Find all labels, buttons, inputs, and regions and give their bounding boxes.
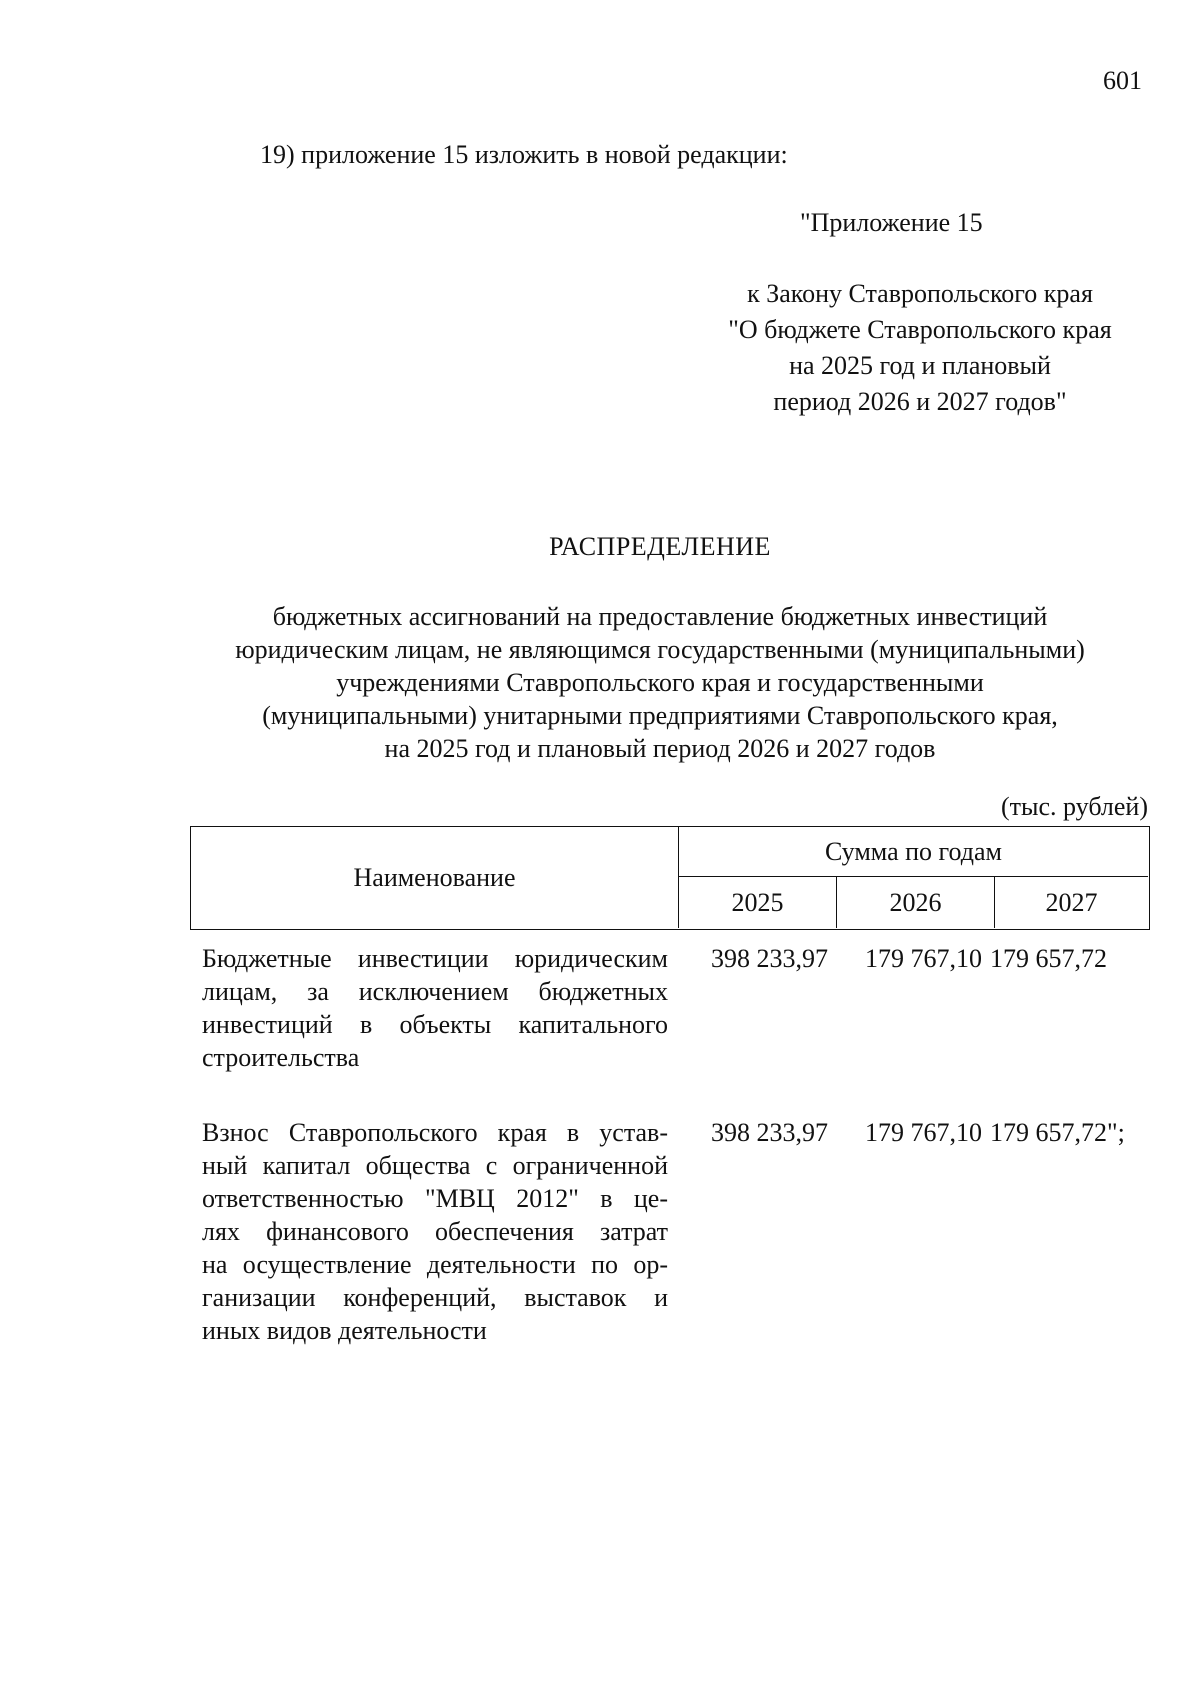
column-header-year: 2026	[837, 877, 995, 928]
row-name-line: ганизации конференций, выставок и	[202, 1283, 668, 1312]
value-2026-cell: 179 767,10	[865, 1118, 982, 1147]
table-row	[190, 1116, 1150, 1347]
table-row	[190, 942, 1150, 1074]
amendment-intro: 19) приложение 15 изложить в новой редакции:	[260, 140, 788, 169]
law-reference-line: к Закону Ставропольского края	[747, 279, 1093, 308]
law-reference-line: на 2025 год и плановый	[789, 351, 1051, 380]
page-number: 601	[1103, 66, 1142, 95]
row-name-line: ответственностью "МВЦ 2012" в це-	[202, 1184, 668, 1213]
row-name-line: иных видов деятельности	[202, 1316, 487, 1345]
law-reference	[700, 276, 1140, 420]
column-header-year: 2027	[1045, 887, 1098, 917]
row-name-line: на осуществление деятельности по ор-	[202, 1250, 668, 1279]
row-name-line: ный капитал общества с ограниченной	[202, 1151, 668, 1180]
value-2027-cell: 179 657,72";	[990, 1118, 1125, 1147]
document-subheading	[150, 600, 1170, 765]
row-name-cell	[190, 942, 668, 1074]
law-reference-line: "О бюджете Ставропольского края	[728, 315, 1112, 344]
subheading-line: на 2025 год и плановый период 2026 и 2027 годов	[384, 734, 936, 763]
law-reference-line: период 2026 и 2027 годов"	[773, 387, 1067, 416]
budget-table	[190, 826, 1150, 1347]
row-name-line: Бюджетные инвестиции юридическим	[202, 944, 668, 973]
row-name-line: строительства	[202, 1043, 360, 1072]
subheading-line: (муниципальными) унитарными предприятиями Ставропольского края,	[262, 701, 1058, 730]
row-name-line: лях финансового обеспечения затрат	[202, 1217, 668, 1246]
row-name-line: Взнос Ставропольского края в устав-	[202, 1118, 668, 1147]
value-2027-cell: 179 657,72	[990, 944, 1107, 973]
table-header	[190, 826, 1150, 930]
units-label: (тыс. рублей)	[1000, 792, 1148, 821]
value-2025-cell: 398 233,97	[711, 944, 828, 973]
value-2026-cell: 179 767,10	[865, 944, 982, 973]
subheading-line: учреждениями Ставропольского края и государственными	[336, 668, 984, 697]
column-header-name: Наименование	[191, 827, 679, 928]
row-name-cell	[190, 1116, 668, 1347]
value-2025-cell: 398 233,97	[711, 1118, 828, 1147]
column-header-year: 2025	[679, 877, 837, 928]
document-heading: РАСПРЕДЕЛЕНИЕ	[549, 532, 771, 561]
subheading-line: бюджетных ассигнований на предоставление бюджетных инвестиций	[272, 602, 1048, 631]
column-header-sum-by-years: Сумма по годам	[679, 827, 1148, 877]
row-name-line: инвестиций в объекты капитального	[202, 1010, 668, 1039]
appendix-title: "Приложение 15	[800, 208, 983, 237]
subheading-line: юридическим лицам, не являющимся государственными (муниципальными)	[235, 635, 1085, 664]
row-name-line: лицам, за исключением бюджетных	[202, 977, 668, 1006]
